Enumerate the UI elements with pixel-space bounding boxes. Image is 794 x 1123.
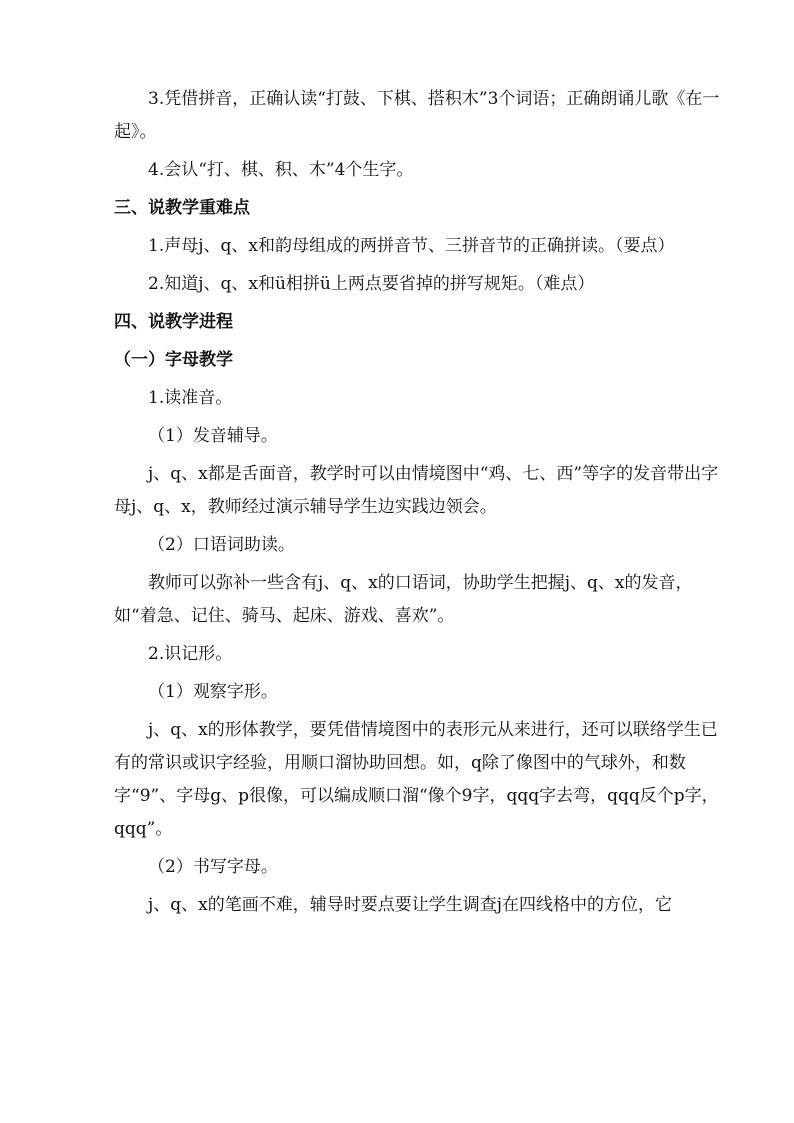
paragraph-oral-words-body: 教师可以弥补一些含有j、q、x的口语词，协助学生把握j、q、x的发音，如“着急、记住、骑马、起床、游戏、喜欢”。 xyxy=(114,573,693,626)
paragraph-pronunciation-body: j、q、x都是舌面音，教学时可以由情境图中“鸡、七、西”等字的发音带出字母j、q、x，教师经过演示辅导学生边实践边领会。 xyxy=(114,464,719,517)
paragraph-key-point-1: 1.声母j、q、x和韵母组成的两拼音节、三拼音节的正确拼读。（要点） xyxy=(148,236,675,256)
paragraph-recognize-shape: 2.识记形。 xyxy=(148,644,233,664)
paragraph-write-body: j、q、x的笔画不难，辅导时要点要让学生调查j在四线格中的方位，它 xyxy=(148,895,673,915)
paragraph-goal-3: 3.凭借拼音，正确认读“打鼓、下棋、搭积木”3个词语；正确朗诵儿歌《在一起》。 xyxy=(114,89,720,142)
paragraph-goal-4: 4.会认“打、棋、积、木”4个生字。 xyxy=(148,160,414,180)
section-heading-key-points: 三、说教学重难点 xyxy=(114,198,250,218)
paragraph-read-sound: 1.读准音。 xyxy=(148,388,233,408)
paragraph-pronunciation-guide: （1）发音辅导。 xyxy=(148,426,278,446)
subsection-heading-letter-teaching: （一）字母教学 xyxy=(114,350,233,370)
paragraph-shape-body: j、q、x的形体教学，要凭借情境图中的表形元从来进行，还可以联络学生已有的常识或识字经验，用顺口溜协助回想。如，q除了像图中的气球外，和数字“9”、字母g、p很像，可以编成顺口溜“像个9字，qqq字去弯，qqq反个p字，qqq”。 xyxy=(114,720,719,839)
section-heading-process: 四、说教学进程 xyxy=(114,312,233,332)
document-page xyxy=(114,83,720,922)
paragraph-oral-words: （2）口语词助读。 xyxy=(148,535,295,555)
paragraph-key-point-2: 2.知道j、q、x和ü相拼ü上两点要省掉的拼写规矩。（难点） xyxy=(148,274,595,294)
paragraph-observe-shape: （1）观察字形。 xyxy=(148,682,278,702)
paragraph-write-letters: （2）书写字母。 xyxy=(148,857,278,877)
